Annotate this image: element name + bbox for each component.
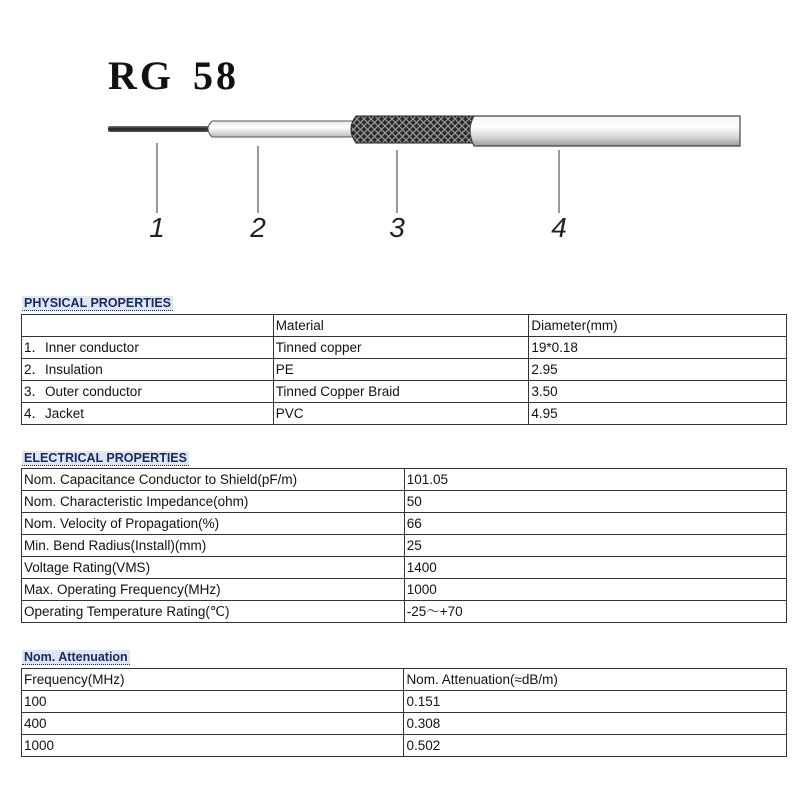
table-cell: Min. Bend Radius(Install)(mm) [22, 535, 405, 557]
table-cell: Voltage Rating(VMS) [22, 557, 405, 579]
table-cell: 25 [404, 535, 786, 557]
table-cell: PE [273, 359, 529, 381]
table-cell: 0.502 [404, 735, 787, 757]
table-cell: Nom. Attenuation(≈dB/m) [404, 669, 787, 691]
table-row [22, 513, 787, 535]
callout-4: 4 [551, 212, 567, 243]
table-cell: 3.50 [529, 381, 787, 403]
table-cell: 1000 [22, 735, 404, 757]
table-cell: 50 [404, 491, 786, 513]
table-cell: Material [273, 315, 529, 337]
table-row [22, 601, 787, 623]
table-row [22, 337, 787, 359]
table-row [22, 735, 787, 757]
table-cell: Nom. Capacitance Conductor to Shield(pF/m) [22, 469, 405, 491]
electrical-properties-heading: ELECTRICAL PROPERTIES [24, 451, 187, 465]
table-row [22, 535, 787, 557]
table-row [22, 713, 787, 735]
attenuation-table [21, 668, 787, 757]
table-cell: 66 [404, 513, 786, 535]
callout-1: 1 [149, 212, 165, 243]
table-cell: 3．Outer conductor [22, 381, 274, 403]
table-cell: Operating Temperature Rating(℃) [22, 601, 405, 623]
table-cell: Tinned Copper Braid [273, 381, 529, 403]
table-row [22, 315, 787, 337]
table-row [22, 381, 787, 403]
table-cell: Diameter(mm) [529, 315, 787, 337]
attenuation-heading: Nom. Attenuation [24, 650, 128, 664]
table-row [22, 491, 787, 513]
table-row [22, 359, 787, 381]
table-cell: Frequency(MHz) [22, 669, 404, 691]
table-cell: Tinned copper [273, 337, 529, 359]
table-cell [22, 315, 274, 337]
table-cell: Max. Operating Frequency(MHz) [22, 579, 405, 601]
table-cell: 19*0.18 [529, 337, 787, 359]
table-cell: 4．Jacket [22, 403, 274, 425]
table-row [22, 469, 787, 491]
table-cell: 1400 [404, 557, 786, 579]
table-row [22, 557, 787, 579]
table-cell: 2.95 [529, 359, 787, 381]
electrical-properties-table [21, 468, 787, 623]
physical-properties-table [21, 314, 787, 425]
table-cell: 0.151 [404, 691, 787, 713]
table-row [22, 579, 787, 601]
table-cell: -25～+70 [404, 601, 786, 623]
callout-3: 3 [389, 212, 405, 243]
table-cell: 2．Insulation [22, 359, 274, 381]
table-cell: 400 [22, 713, 404, 735]
table-cell: 1．Inner conductor [22, 337, 274, 359]
cable-title: RG 58 [108, 53, 239, 98]
table-row [22, 403, 787, 425]
table-cell: 4.95 [529, 403, 787, 425]
inner-conductor-shape [108, 126, 212, 132]
physical-properties-heading: PHYSICAL PROPERTIES [24, 296, 172, 310]
braid-shape [351, 116, 474, 143]
table-cell: Nom. Velocity of Propagation(%) [22, 513, 405, 535]
insulation-shape [208, 121, 356, 137]
jacket-shape [470, 116, 740, 146]
table-cell: Nom. Characteristic Impedance(ohm) [22, 491, 405, 513]
table-row [22, 691, 787, 713]
table-cell: 0.308 [404, 713, 787, 735]
callout-2: 2 [250, 212, 266, 243]
table-row [22, 669, 787, 691]
table-cell: 100 [22, 691, 404, 713]
table-cell: 101.05 [404, 469, 786, 491]
table-cell: PVC [273, 403, 529, 425]
table-cell: 1000 [404, 579, 786, 601]
